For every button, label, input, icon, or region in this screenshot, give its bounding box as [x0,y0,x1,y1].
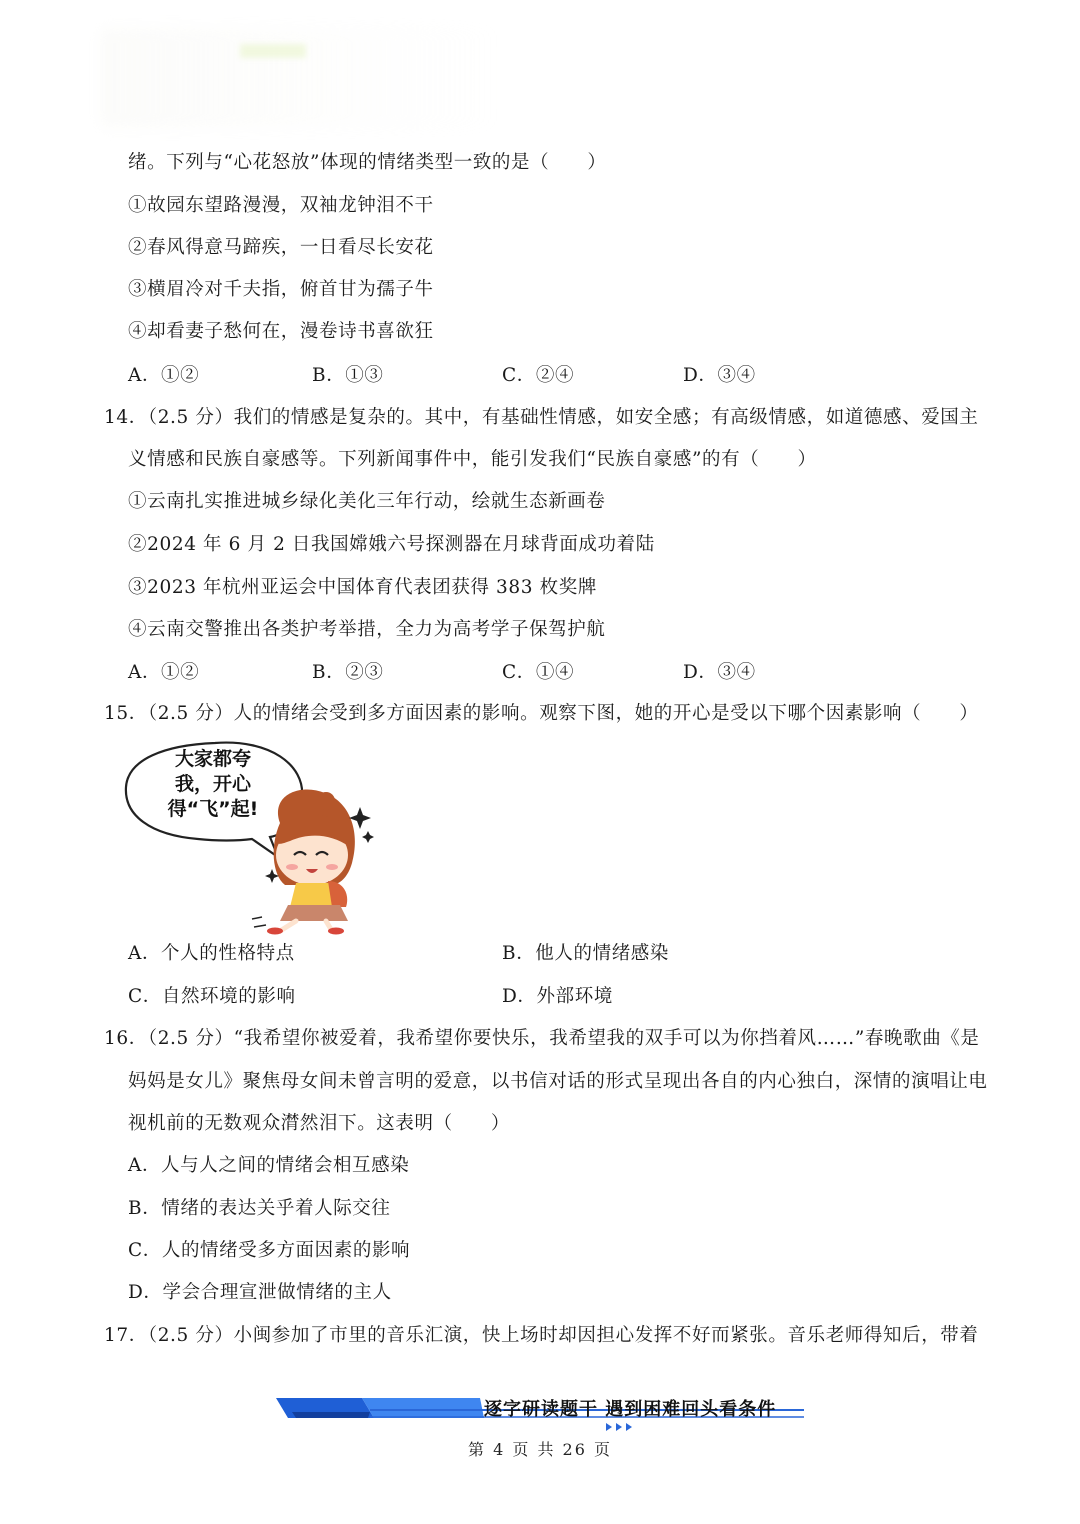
speech-bubble-line-3: 得“飞”起! [167,798,259,820]
question-13-item-1: ①故园东望路漫漫，双袖龙钟泪不干 [128,195,434,216]
speech-bubble-line-2: 我，开心 [174,773,251,795]
option-c[interactable]: C．②④ [502,365,575,386]
speech-bubble-line-1: 大家都夸 [174,748,251,770]
option-c[interactable]: C．人的情绪受多方面因素的影响 [128,1240,411,1261]
option-d[interactable]: D．外部环境 [502,986,613,1007]
option-c[interactable]: C．①④ [502,662,575,683]
option-b[interactable]: B．情绪的表达关乎着人际交往 [128,1198,391,1219]
question-15-stem: 15．（2.5 分）人的情绪会受到多方面因素的影响。观察下图，她的开心是受以下哪个因素影响（ ） [104,703,979,724]
option-d[interactable]: D．③④ [683,365,756,386]
question-13-options [0,363,1080,389]
question-16-stem-line-2: 妈妈是女儿》聚焦母女间未曾言明的爱意，以书信对话的形式呈现出各自的内心独白，深情的演唱让电 [128,1071,988,1092]
question-15-options-row-1 [0,941,1080,967]
option-a[interactable]: A．①② [128,662,200,683]
question-13-item-2: ②春风得意马蹄疾，一日看尽长安花 [128,237,434,258]
question-14-stem-line-2: 义情感和民族自豪感等。下列新闻事件中，能引发我们“民族自豪感”的有（ ） [128,449,817,470]
question-17-stem-line-1: 17．（2.5 分）小闽参加了市里的音乐汇演，快上场时却因担心发挥不好而紧张。音乐老师得知后，带着 [104,1325,979,1346]
option-b[interactable]: B．他人的情绪感染 [502,943,669,964]
page-number: 第 4 页 共 26 页 [468,1440,612,1459]
question-13-item-4: ④却看妻子愁何在，漫卷诗书喜欲狂 [128,321,434,342]
option-a[interactable]: A．①② [128,365,200,386]
option-c[interactable]: C．自然环境的影响 [128,986,296,1007]
question-16-stem-line-1: 16．（2.5 分）“我希望你被爱着，我希望你要快乐，我希望我的双手可以为你挡着风……”春晚歌曲《是 [104,1028,980,1049]
option-d[interactable]: D．学会合理宣泄做情绪的主人 [128,1282,392,1303]
question-14-item-3: ③2023 年杭州亚运会中国体育代表团获得 383 枚奖牌 [128,577,597,598]
question-14-item-4: ④云南交警推出各类护考举措，全力为高考学子保驾护航 [128,619,606,640]
scan-artifact [100,28,500,128]
question-14-item-1: ①云南扎实推进城乡绿化美化三年行动，绘就生态新画卷 [128,491,606,512]
option-d[interactable]: D．③④ [683,662,756,683]
option-b[interactable]: B．①③ [312,365,384,386]
question-15-options-row-2 [0,984,1080,1010]
footer-slogan: 逐字研读题干 遇到困难回头看条件 [484,1399,777,1420]
option-b[interactable]: B．②③ [312,662,384,683]
question-13-item-3: ③横眉冷对千夫指，俯首甘为孺子牛 [128,279,434,300]
question-16-stem-line-3: 视机前的无数观众潸然泪下。这表明（ ） [128,1113,511,1134]
scan-artifact-highlight [240,44,306,58]
option-a[interactable]: A．人与人之间的情绪会相互感染 [128,1155,410,1176]
option-a[interactable]: A．个人的性格特点 [128,943,295,964]
question-14-item-2: ②2024 年 6 月 2 日我国嫦娥六号探测器在月球背面成功着陆 [128,534,655,555]
question-14-options [0,660,1080,686]
question-14-stem-line-1: 14．（2.5 分）我们的情感是复杂的。其中，有基础性情感，如安全感；有高级情感，如道德感、爱国主 [104,407,979,428]
question-13-stem: 绪。下列与“心花怒放”体现的情绪类型一致的是（ ） [128,152,607,173]
